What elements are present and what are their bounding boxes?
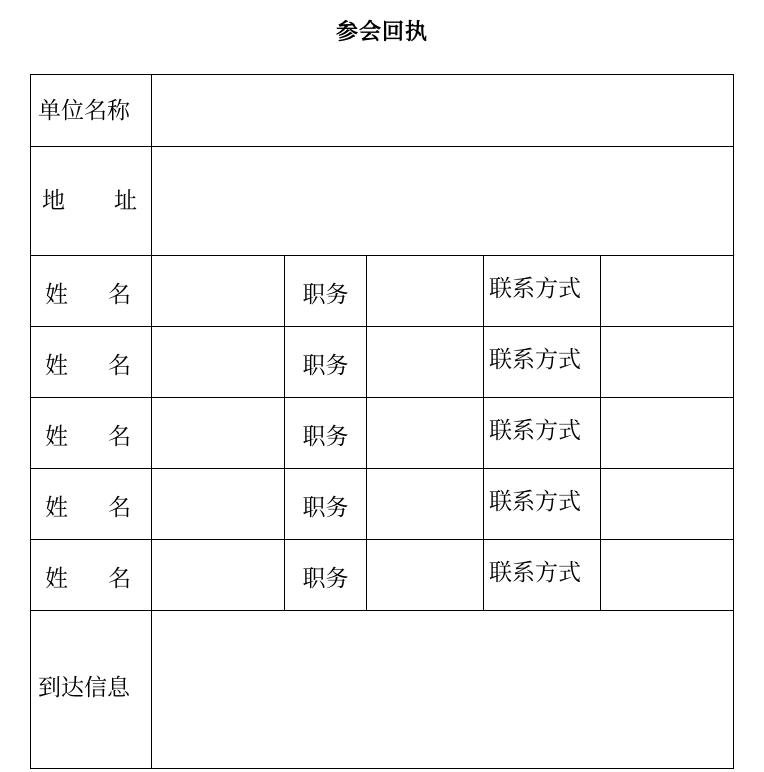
name-label xyxy=(31,540,152,611)
attendee-row xyxy=(31,398,734,469)
name-label-char: 名 xyxy=(108,495,131,521)
contact-label: 联系方式 xyxy=(484,469,601,540)
unit-row xyxy=(31,75,734,147)
name-label-char: 名 xyxy=(108,353,131,379)
attendee-row xyxy=(31,469,734,540)
role-field[interactable] xyxy=(367,540,484,611)
contact-field[interactable] xyxy=(601,540,734,611)
unit-name-field[interactable] xyxy=(152,75,734,147)
name-label-char: 姓 xyxy=(45,566,68,592)
address-label-char: 址 xyxy=(114,188,137,214)
role-label: 职务 xyxy=(285,327,367,398)
contact-field[interactable] xyxy=(601,327,734,398)
name-label xyxy=(31,327,152,398)
role-field[interactable] xyxy=(367,398,484,469)
contact-field[interactable] xyxy=(601,398,734,469)
role-field[interactable] xyxy=(367,469,484,540)
contact-label: 联系方式 xyxy=(484,256,601,327)
role-label: 职务 xyxy=(285,540,367,611)
name-label-char: 名 xyxy=(108,424,131,450)
name-label xyxy=(31,256,152,327)
name-field[interactable] xyxy=(152,398,285,469)
name-label-char: 名 xyxy=(108,282,131,308)
unit-name-label: 单位名称 xyxy=(31,75,152,147)
attendee-row xyxy=(31,540,734,611)
name-field[interactable] xyxy=(152,327,285,398)
arrival-row xyxy=(31,611,734,769)
name-field[interactable] xyxy=(152,256,285,327)
name-field[interactable] xyxy=(152,469,285,540)
contact-label: 联系方式 xyxy=(484,398,601,469)
address-row xyxy=(31,147,734,256)
role-label: 职务 xyxy=(285,469,367,540)
name-label-char: 名 xyxy=(108,566,131,592)
address-field[interactable] xyxy=(152,147,734,256)
role-field[interactable] xyxy=(367,256,484,327)
contact-field[interactable] xyxy=(601,469,734,540)
name-label-char: 姓 xyxy=(45,424,68,450)
name-label xyxy=(31,469,152,540)
name-label-char: 姓 xyxy=(45,353,68,379)
role-label: 职务 xyxy=(285,256,367,327)
arrival-info-label: 到达信息 xyxy=(31,611,152,769)
attendee-row xyxy=(31,327,734,398)
name-label xyxy=(31,398,152,469)
contact-label: 联系方式 xyxy=(484,327,601,398)
reply-form-table xyxy=(30,74,734,769)
contact-label: 联系方式 xyxy=(484,540,601,611)
role-label: 职务 xyxy=(285,398,367,469)
arrival-info-field[interactable] xyxy=(152,611,734,769)
address-label-char: 地 xyxy=(42,188,65,214)
name-label-char: 姓 xyxy=(45,282,68,308)
name-label-char: 姓 xyxy=(45,495,68,521)
page-title: 参会回执 xyxy=(335,20,428,45)
address-label xyxy=(31,147,152,256)
name-field[interactable] xyxy=(152,540,285,611)
contact-field[interactable] xyxy=(601,256,734,327)
attendee-row xyxy=(31,256,734,327)
role-field[interactable] xyxy=(367,327,484,398)
